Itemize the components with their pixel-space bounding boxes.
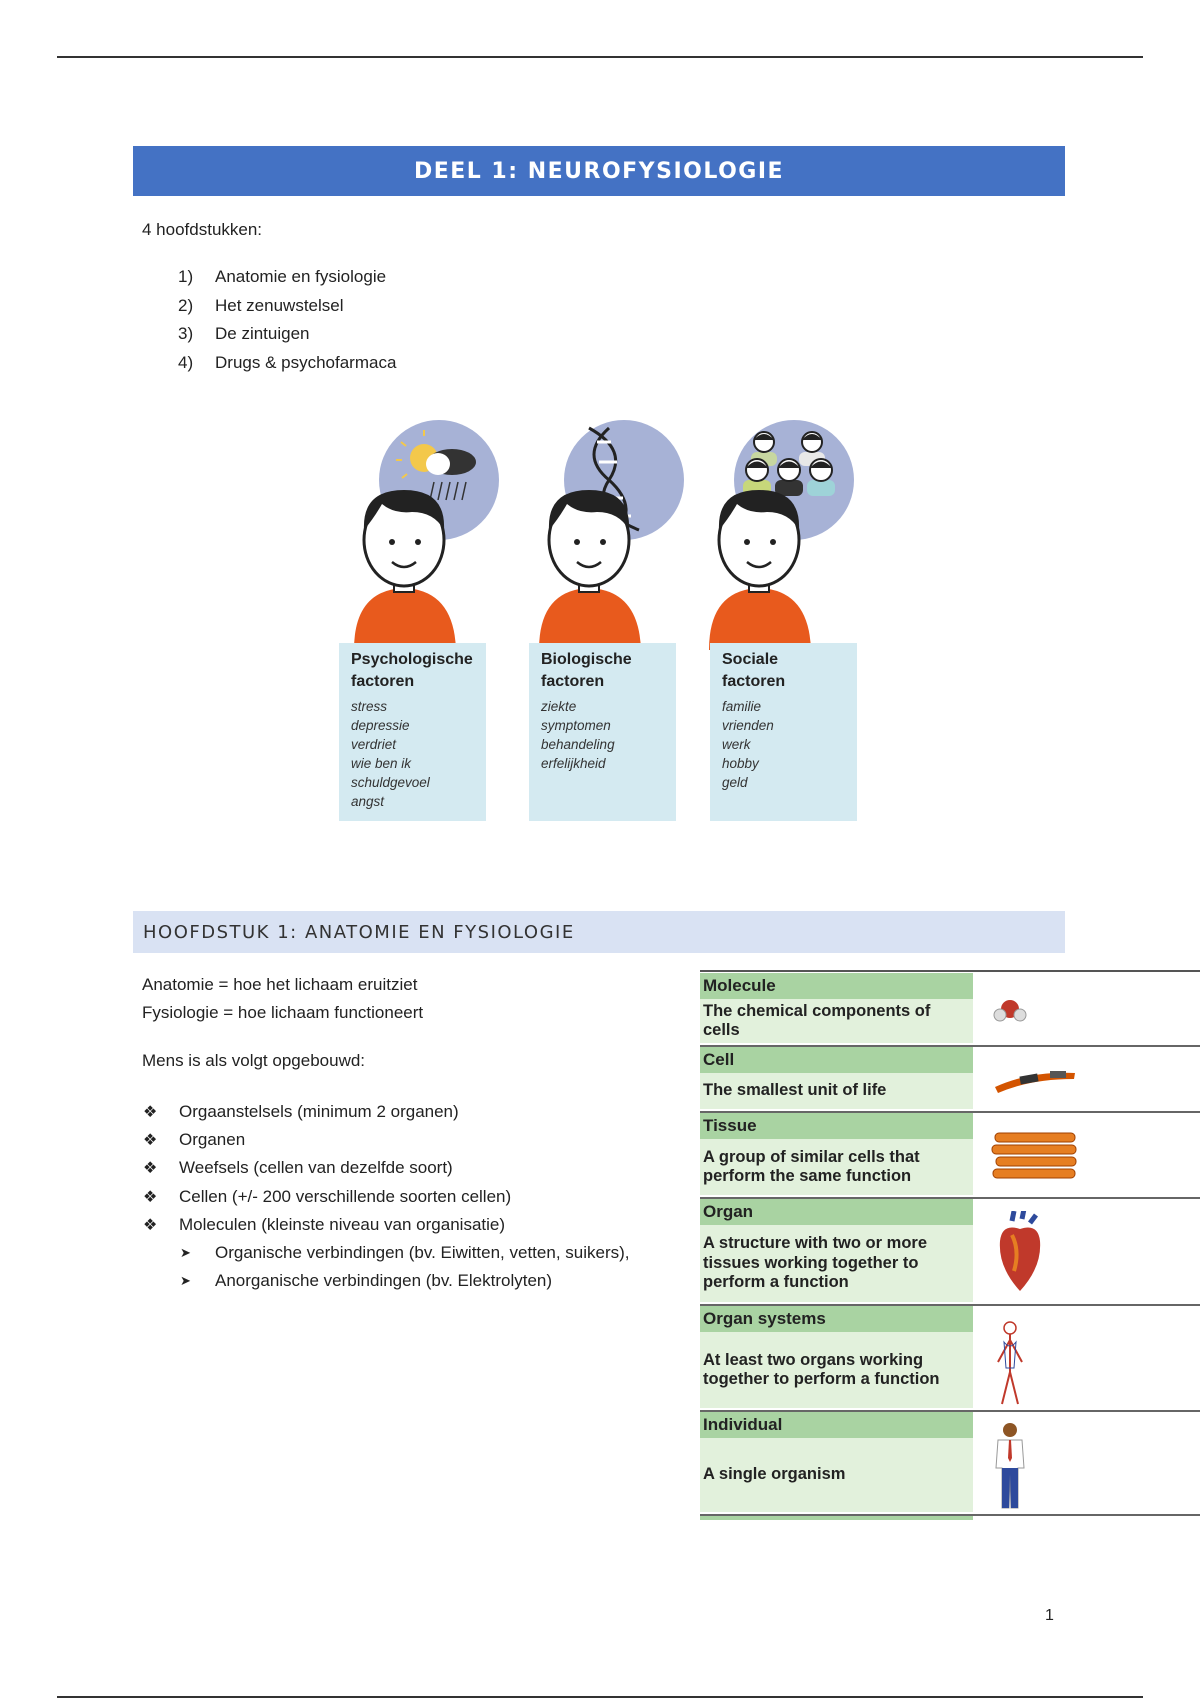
psychological-factors-box (339, 643, 486, 821)
level-cell: Cell The smallest unit of life (700, 1047, 1200, 1111)
levels-of-organization-table (700, 970, 1200, 1520)
biopsychosocial-figure (334, 400, 864, 830)
box-title: Sociale factoren (722, 651, 786, 690)
person-weather-illustration (334, 400, 514, 650)
factor-item: behandeling (541, 737, 615, 752)
level-organ-systems: Organ systems At least two organs working together to perform a function (700, 1306, 1200, 1410)
organization-levels-list (143, 1098, 511, 1239)
social-factors-box (710, 643, 857, 821)
factor-item: stress (351, 699, 388, 714)
person-social-illustration (699, 400, 879, 650)
factor-item: symptomen (541, 718, 611, 733)
chapter-label: Drugs & psychofarmaca (215, 352, 397, 372)
box-title: Biologische factoren (541, 651, 632, 690)
level-organ: Organ A structure with two or more tissues working together to perform a function (700, 1199, 1200, 1304)
level-molecule: Molecule The chemical components of cells (700, 973, 1200, 1045)
arrow-bullet-icon: ➤ (180, 1245, 191, 1261)
factor-item: erfelijkheid (541, 756, 606, 771)
chapter-label: Het zenuwstelsel (215, 295, 344, 315)
chapters-intro: 4 hoofdstukken: (142, 220, 263, 239)
diamond-bullet-icon: ❖ (143, 1216, 158, 1234)
chapter-label: De zintuigen (215, 324, 310, 343)
factor-item: familie (722, 699, 762, 714)
factor-item: depressie (351, 718, 410, 733)
diamond-bullet-icon: ❖ (143, 1104, 158, 1122)
header-rule (57, 56, 1143, 58)
molecule-sub-list (180, 1239, 630, 1295)
diamond-bullet-icon: ❖ (143, 1188, 158, 1206)
tissue-icon (990, 1129, 1080, 1185)
factor-item: hobby (722, 756, 759, 771)
list-item: ❖ Organen (143, 1130, 246, 1150)
factor-item: geld (722, 775, 748, 790)
list-item: ❖ Orgaanstelsels (minimum 2 organen) (143, 1102, 459, 1122)
level-tissue: Tissue A group of similar cells that perform the same function (700, 1113, 1200, 1197)
person-icon (990, 1422, 1030, 1510)
list-item: ❖ Weefsels (cellen van dezelfde soort) (143, 1158, 453, 1178)
factor-item: vrienden (722, 718, 774, 733)
heart-icon (990, 1211, 1050, 1297)
diamond-bullet-icon: ❖ (143, 1132, 158, 1150)
factor-item: schuldgevoel (351, 775, 430, 790)
chapter-label: Anatomie en fysiologie (215, 267, 387, 286)
arrow-bullet-icon: ➤ (180, 1273, 191, 1289)
factor-item: wie ben ik (351, 756, 412, 771)
list-item: 1) Anatomie en fysiologie (178, 267, 396, 296)
definition-anatomy: Anatomie = hoe het lichaam eruitziet (142, 975, 418, 994)
build-intro: Mens is als volgt opgebouwd: (142, 1051, 366, 1070)
part-banner: DEEL 1: NEUROFYSIOLOGIE (133, 146, 1065, 196)
list-item: 4) Drugs & psychofarmaca (178, 353, 396, 382)
factor-item: angst (351, 794, 385, 809)
person-dna-illustration (519, 400, 699, 650)
list-item: 3) De zintuigen (178, 324, 396, 353)
level-population-partial (700, 1516, 1200, 1520)
body-system-icon (990, 1320, 1030, 1406)
diamond-bullet-icon: ❖ (143, 1160, 158, 1178)
chapter-banner: HOOFDSTUK 1: ANATOMIE EN FYSIOLOGIE (133, 911, 1065, 953)
level-individual: Individual A single organism (700, 1412, 1200, 1514)
list-item: ➤ Anorganische verbindingen (bv. Elektrolyten) (180, 1271, 553, 1291)
cell-icon (990, 1065, 1080, 1095)
factor-item: werk (722, 737, 751, 752)
box-title: Psychologische factoren (351, 651, 473, 690)
factor-item: verdriet (351, 737, 397, 752)
list-item: 2) Het zenuwstelsel (178, 296, 396, 325)
chapter-list (178, 267, 396, 381)
definition-physiology: Fysiologie = hoe lichaam functioneert (142, 1003, 424, 1022)
biological-factors-box (529, 643, 676, 821)
footer-rule (57, 1696, 1143, 1698)
list-item: ❖ Moleculen (kleinste niveau van organisatie) (143, 1214, 506, 1234)
page-number: 1 (1045, 1607, 1054, 1624)
molecule-icon (990, 995, 1030, 1025)
list-item: ➤ Organische verbindingen (bv. Eiwitten, vetten, suikers), (180, 1243, 630, 1263)
list-item: ❖ Cellen (+/- 200 verschillende soorten cellen) (143, 1186, 512, 1206)
factor-item: ziekte (541, 699, 577, 714)
